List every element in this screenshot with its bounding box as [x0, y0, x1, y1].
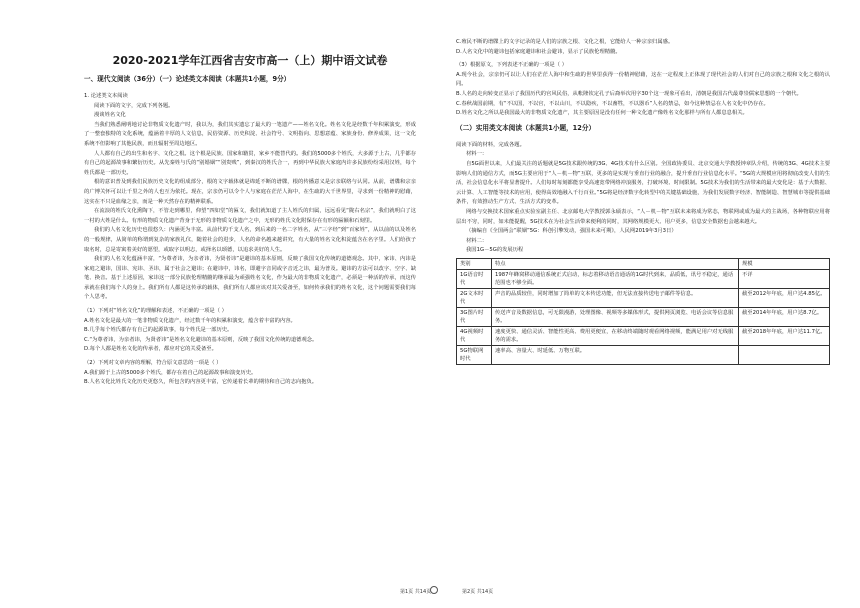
- option-b: B.人名的走向转变正显示了我国历代的官风民俗，从帐隆钦定孔子后裔举次用字30个这一现象可看出，清朝是我国古代最尊崇儒家思想的一个朝代。: [456, 90, 802, 97]
- option-d: D.姓名文化之所以是我国最大的非物质文化遗产，其主要原因是没有任何一种文化遗产像姓名文化那样与所有人都息息相关。: [456, 110, 748, 117]
- page-footer-left: 第1页 共14页: [400, 589, 432, 595]
- table-cell: 1G语音时代: [457, 269, 492, 288]
- option-d: D.每个人都是姓名文化的传承者，都应对它的关爱备至。: [84, 346, 217, 353]
- exam-title: 2020-2021学年江西省吉安市高一（上）期中语文试卷: [112, 54, 388, 67]
- table-cell: 1987年蜂窝移动通信系统正式启动，标志着移动语音通话的1G时代到来，品质低，讯号不稳定，通话范围也不够全面。: [492, 269, 739, 288]
- page-divider-circle-icon: [430, 586, 438, 594]
- table-cell: 速率高、容量大、时延低、万物互联。: [492, 345, 739, 364]
- table-cell: 速度更快、通信灵活、智能性更高、费用更便宜，在移动终端随时观看网络视频，能满足用户对无线服务的需求。: [492, 326, 739, 345]
- sub-question: （3）根据原文，下列表述不正确的一项是（ ）: [456, 62, 567, 69]
- article-paragraph: 在流浪的姓氏文化熏陶下，不管走到哪里，仰望“四如堂”的匾文，我们就知道了主人姓氏的归属，远远看见“陇右名宗”，我们就明白了这一村的大姓是什么。有形的物质文化遗产背身于无形的非物质文化遗产之中，无形的姓氏文化附保存在有形的匾额和石刻里。: [84, 208, 416, 224]
- option-d: D.人名文化中的避讳包括家庭避讳和社会避讳，显示了民族伦理精髓。: [456, 48, 621, 55]
- article-paragraph: 我们的人名文化蕴涵丰富，“为尊者讳，为亲者讳，为贤者讳”是避讳的基本原则，反映了我国文化传统的道德观念。其中，家讳、内讳是家庭之避讳，国讳、宪讳、圣讳，属于社会之避讳；在避讳中，讳名，即避字音同或字音近之讳，最为普及。避讳的方法可以改字、空字、缺笔、换音。基于上述原因，家讳这一部分民族伦理精髓的继承最为顽强姓名文化，作为最大的非物质文化遗产，必须是一种活的传承，而这传承就在我们每个人的身上。我们所有人都是这传承的载体，我们所有人都应该对其关爱备至，如何传承我们的姓名文化，这个问题需要我们每个人思考。: [84, 256, 416, 301]
- material-paragraph: 网络与交换技术国家重点实验室副主任、北京邮电大学教授郭永硕表示，“人－机－物”互联未来将成为常态，物联网或成为最大的主战场，各种物联应用将层出不穷，同时，如未能提醒，5G技术在为社会生活带来便利的同时，其网络规模更大、用户更多，信息安全数据也会越来越大。: [456, 208, 830, 225]
- material-label: 材料二：: [466, 237, 488, 244]
- table-row: [457, 345, 830, 364]
- table-cell: 5G物联网时代: [457, 345, 492, 364]
- page-right: [430, 0, 860, 608]
- section-heading-2: （二）实用类文本阅读（本题共1小题，12分）: [456, 123, 596, 132]
- instruction: 阅读下面的材料，完成各题。: [456, 141, 525, 148]
- table-cell: 传送声音及数据信息，可无限漫游，处理图像、视频等多媒体形式，提供网页浏览、电话会议等信息服务。: [492, 307, 739, 326]
- article-paragraph: 人人都有自己的出生和名字、文化之根。这个根是民族、国家和籍贯，家乡不能替代的。我们的5000多个姓氏，大多源于上古，几乎都存有自己的起源故事和繁衍历史。从先秦姓与氏的“别婚姻”“别贵贱”，到秦汉的姓氏合一，再到中华民族大家庭内许多民族纷纷采用汉姓，每个姓氏都是一部历史。: [84, 150, 416, 176]
- table-cell: 不详: [739, 269, 830, 288]
- option-b: B.几乎每个姓氏都存有自己的起源故事，每个姓氏是一部历史。: [84, 327, 233, 334]
- section-heading-1: 一、现代文阅读（36分）（一）论述类文本阅读（本题共1小题，9分）: [84, 75, 291, 83]
- table-row: [457, 307, 830, 326]
- option-c: C.殖民不断的谱牒上的文字记录的是人们的宗族之根、文化之根，它能给人一种宗亲归属感。: [456, 39, 674, 45]
- page-footer-right: 第2页 共14页: [462, 589, 494, 595]
- option-a: A.我们源于上古的5000多个姓氏，都存在着自己的起源故事和演变历史。: [84, 369, 257, 376]
- article-subtitle: 漫谈姓名文化: [94, 112, 126, 119]
- table-header: 规模: [739, 258, 830, 269]
- option-a: A.现今社会，宗亲仍可以让人们在茫茫人海中和生疏的世界里获得一份精神慰藉，这在一定程度上正体现了现代社会的人们对自己的宗族之根和文化之根的认同。: [456, 71, 830, 88]
- table-header-row: [457, 258, 830, 269]
- table-row: [457, 326, 830, 345]
- instruction: 阅读下面的文字，完成下列各题。: [94, 102, 174, 109]
- material-caption: 我国1G－5G的发展历程: [466, 247, 524, 254]
- table-cell: 截至2018年年底，用户达11.7亿。: [739, 326, 830, 345]
- development-table: [456, 258, 830, 365]
- table-cell: 截至2014年年底，用户达8.7亿。: [739, 307, 830, 326]
- table-cell: 截至2012年年底，用户达4.85亿。: [739, 288, 830, 307]
- option-a: A.姓名文化是最大的一笔非物质文化遗产，经过数千年的积累和演变，蕴含着丰富的内容。: [84, 317, 296, 324]
- table-row: [457, 269, 830, 288]
- option-c: C.春秋战国前期，有“不以国，不以官，不以山川，不以隐疾，不以畜牲，不以器币”人名的禁忌，如今这种禁忌在人名文化中仍存在。: [456, 100, 769, 107]
- material-paragraph: 自5G面世以来，人们最关注的话题就是5G技术跟传统的3G、4G技术有什么区别。全国政协委员、北京交通大学教授钟章队介绍，传统的3G、4G技术主要影响人们的通信方式，而5G主要应用于“人－机－物”互联，更多的是实现与垂直行业的融合，提升垂直行业信息化水平。“5G的大规模应用将彻底改变人们的生活，社会信息化水平将显著提升。人们每时每刻都能享受高速宽带网络冲浪服务，打破环境、时间限制。5G技术为我们的生活带来的最大变化是：基于大数据、云计算、人工智能等技术的应用，使得高效地融入千行百业。”5G将是经济数字化转型中的关键基础设施，为我们发展数字经济、智能制造、智慧城市等提供基础条件，有效推动生产方式、生活方式的变革。: [456, 160, 830, 206]
- table-header: 类别: [457, 258, 492, 269]
- table-cell: 3G图片时代: [457, 307, 492, 326]
- table-header: 特点: [492, 258, 739, 269]
- sub-question: （2）下列对文章内容的理解，符合原文意思的一项是（ ）: [84, 360, 222, 367]
- question-number: 1. 论述类文本阅读: [84, 93, 128, 99]
- article-paragraph: 我们的人名文化历史也很悠久：内涵更为丰富。从前代的千支人名，到后来的一名二字姓名，从“三字经”到“百家姓”，从以前的以及姓名的一般规律，从简单的称谓到复杂的家族礼仪，随着社会的进步，人名的命名越来越讲究，有大量的姓名文化积淀蕴含在名字里。人们给孩子取名时，总是寄寓着美好的愿望，或取字以明志，或择名以颂德，以追求美好的人生。: [84, 227, 416, 253]
- material-label: 材料一：: [466, 151, 488, 158]
- table-cell: 2G文本时代: [457, 288, 492, 307]
- option-c: C.“为尊者讳，为亲者讳，为贤者讳”是姓名文化避讳的基本原则，反映了我国文化传统的道德观念。: [84, 336, 318, 343]
- table-cell: 4G视频时代: [457, 326, 492, 345]
- table-cell: [739, 345, 830, 364]
- table-cell: 声音的品质较佳，同时增加了简单的文本传送功能，但无法直接传送电子邮件等信息。: [492, 288, 739, 307]
- article-paragraph: 当我们熟悉阐明地讨论非物质文化遗产时，我以为，我们其实遗忘了最大的一笔遗产——姓名文化。姓名文化是经数千年积累演变，形成了一整套独特的文化系统，蕴涵着丰厚的人文信息，民俗资源、历史积淀、社会符号、文明指向、思想意蕴、家族身份、修养成果，这一文化系统不但影响了其他民族，而且辐射至周边地区。: [84, 121, 416, 147]
- table-row: [457, 288, 830, 307]
- article-paragraph: 根的意识普及到我们民族历史文化的组成部分，根的文字载体就是绵延不断的谱牒，根的传播意义是宗亲联络与认同。从前，谱牒和宗亲的广博关怀可以让千里之外的人也互为依托。现在，宗亲仍可以令个人与家庭在茫茫人海中，在生疏的大千世界里，寻求到一份精神的慰藉，这实在不只是血缘之亲，而是一种天然存在的精神联系。: [84, 179, 416, 205]
- sub-question: （1）下列对“姓名文化”的理解和表述，不正确的一项是（ ）: [84, 308, 227, 315]
- material-source: （摘编自《全国两会“联姻”5G：科创引擎发动，强国未来可期》，人民网2019年3月3日）: [466, 228, 677, 235]
- option-b: B.人名文化比姓氏文化历史更悠久，所包含的内容更丰富，它传递着长辈的期待和自己的志向抱负。: [84, 379, 318, 386]
